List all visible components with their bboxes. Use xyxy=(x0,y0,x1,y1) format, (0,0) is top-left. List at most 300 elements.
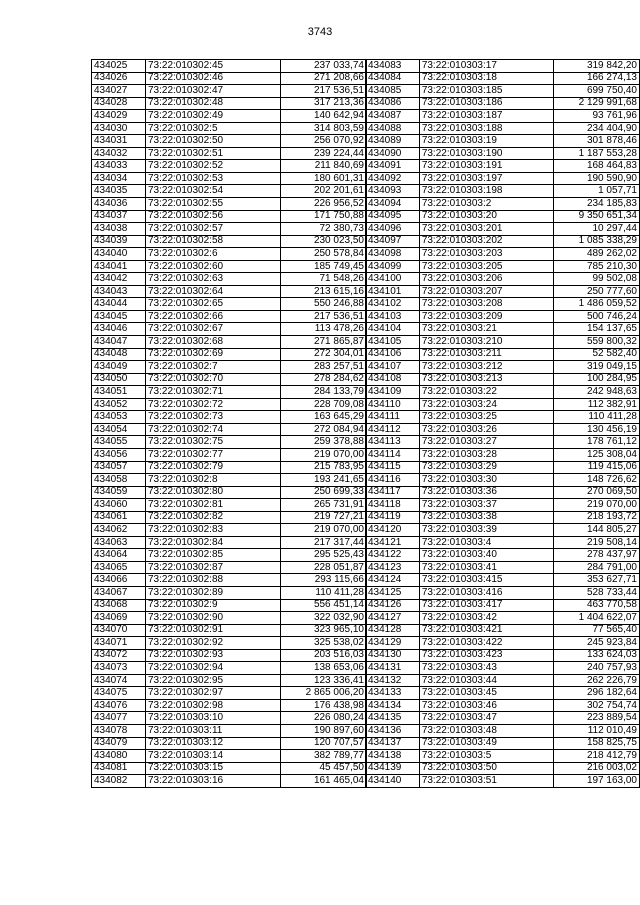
value-cell: 265 731,91 xyxy=(281,499,367,512)
cadastral-number-cell: 73:22:010303:10 xyxy=(146,712,281,725)
value-cell: 216 003,02 xyxy=(554,762,640,775)
table-row xyxy=(92,750,367,763)
row-number-cell: 434078 xyxy=(92,724,146,737)
value-cell: 528 733,44 xyxy=(554,586,640,599)
table-row xyxy=(366,561,640,574)
cadastral-number-cell: 73:22:010303:14 xyxy=(146,750,281,763)
table-row xyxy=(92,649,367,662)
value-cell: 234 185,83 xyxy=(554,198,640,211)
table-row xyxy=(366,499,640,512)
cadastral-number-cell: 73:22:010303:24 xyxy=(419,398,553,411)
cadastral-number-cell: 73:22:010303:211 xyxy=(419,348,553,361)
row-number-cell: 434094 xyxy=(366,198,420,211)
table-row xyxy=(366,386,640,399)
value-cell: 317 213,36 xyxy=(281,97,367,110)
value-cell: 228 051,87 xyxy=(281,561,367,574)
row-number-cell: 434059 xyxy=(92,486,146,499)
table-row xyxy=(92,524,367,537)
table-row xyxy=(366,649,640,662)
value-cell: 203 516,03 xyxy=(281,649,367,662)
table-row xyxy=(92,536,367,549)
value-cell: 93 761,96 xyxy=(554,110,640,123)
table-row xyxy=(92,160,367,173)
cadastral-number-cell: 73:22:010303:212 xyxy=(419,361,553,374)
row-number-cell: 434079 xyxy=(92,737,146,750)
cadastral-number-cell: 73:22:010302:45 xyxy=(146,60,281,73)
cadastral-number-cell: 73:22:010303:417 xyxy=(419,599,553,612)
value-cell: 123 336,41 xyxy=(281,674,367,687)
cadastral-number-cell: 73:22:010302:58 xyxy=(146,235,281,248)
table-row xyxy=(92,110,367,123)
cadastral-number-cell: 73:22:010303:22 xyxy=(419,386,553,399)
cadastral-number-cell: 73:22:010303:30 xyxy=(419,474,553,487)
cadastral-number-cell: 73:22:010303:40 xyxy=(419,549,553,562)
table-row xyxy=(92,348,367,361)
cadastral-number-cell: 73:22:010303:4 xyxy=(419,536,553,549)
value-cell: 500 746,24 xyxy=(554,310,640,323)
table-row xyxy=(366,122,640,135)
row-number-cell: 434102 xyxy=(366,298,420,311)
row-number-cell: 434127 xyxy=(366,612,420,625)
table-row xyxy=(366,687,640,700)
cadastral-number-cell: 73:22:010302:46 xyxy=(146,72,281,85)
cadastral-number-cell: 73:22:010303:16 xyxy=(146,775,281,788)
row-number-cell: 434064 xyxy=(92,549,146,562)
table-row xyxy=(366,260,640,273)
row-number-cell: 434032 xyxy=(92,147,146,160)
value-cell: 180 601,31 xyxy=(281,172,367,185)
table-row xyxy=(366,737,640,750)
row-number-cell: 434068 xyxy=(92,599,146,612)
row-number-cell: 434083 xyxy=(366,60,420,73)
row-number-cell: 434087 xyxy=(366,110,420,123)
value-cell: 256 070,92 xyxy=(281,135,367,148)
cadastral-number-cell: 73:22:010303:207 xyxy=(419,285,553,298)
cadastral-number-cell: 73:22:010303:50 xyxy=(419,762,553,775)
table-row xyxy=(92,386,367,399)
table-row xyxy=(366,361,640,374)
row-number-cell: 434046 xyxy=(92,323,146,336)
cadastral-number-cell: 73:22:010303:206 xyxy=(419,273,553,286)
value-cell: 2 865 006,20 xyxy=(281,687,367,700)
table-row xyxy=(92,85,367,98)
value-cell: 213 615,16 xyxy=(281,285,367,298)
value-cell: 219 070,00 xyxy=(281,448,367,461)
table-row xyxy=(366,172,640,185)
row-number-cell: 434057 xyxy=(92,461,146,474)
cadastral-number-cell: 73:22:010302:67 xyxy=(146,323,281,336)
row-number-cell: 434062 xyxy=(92,524,146,537)
value-cell: 271 865,87 xyxy=(281,336,367,349)
table-row xyxy=(92,712,367,725)
table-row xyxy=(366,298,640,311)
value-cell: 226 956,52 xyxy=(281,198,367,211)
table-row xyxy=(366,60,640,73)
row-number-cell: 434106 xyxy=(366,348,420,361)
table-row xyxy=(366,750,640,763)
value-cell: 130 456,19 xyxy=(554,423,640,436)
value-cell: 1 085 338,29 xyxy=(554,235,640,248)
row-number-cell: 434028 xyxy=(92,97,146,110)
value-cell: 785 210,30 xyxy=(554,260,640,273)
cadastral-number-cell: 73:22:010303:203 xyxy=(419,248,553,261)
value-cell: 278 284,62 xyxy=(281,373,367,386)
value-cell: 217 536,51 xyxy=(281,85,367,98)
row-number-cell: 434128 xyxy=(366,624,420,637)
table-row xyxy=(366,160,640,173)
row-number-cell: 434031 xyxy=(92,135,146,148)
value-cell: 158 825,75 xyxy=(554,737,640,750)
cadastral-number-cell: 73:22:010302:55 xyxy=(146,198,281,211)
row-number-cell: 434060 xyxy=(92,499,146,512)
table-row xyxy=(366,762,640,775)
table-row xyxy=(92,223,367,236)
row-number-cell: 434099 xyxy=(366,260,420,273)
table-row xyxy=(92,72,367,85)
row-number-cell: 434093 xyxy=(366,185,420,198)
row-number-cell: 434082 xyxy=(92,775,146,788)
value-cell: 72 380,73 xyxy=(281,223,367,236)
value-cell: 112 382,91 xyxy=(554,398,640,411)
cadastral-number-cell: 73:22:010302:9 xyxy=(146,599,281,612)
row-number-cell: 434115 xyxy=(366,461,420,474)
cadastral-number-cell: 73:22:010302:66 xyxy=(146,310,281,323)
table-row xyxy=(92,511,367,524)
value-cell: 120 707,57 xyxy=(281,737,367,750)
row-number-cell: 434086 xyxy=(366,97,420,110)
row-number-cell: 434120 xyxy=(366,524,420,537)
table-row xyxy=(366,536,640,549)
value-cell: 219 508,14 xyxy=(554,536,640,549)
value-cell: 271 208,66 xyxy=(281,72,367,85)
row-number-cell: 434081 xyxy=(92,762,146,775)
value-cell: 296 182,64 xyxy=(554,687,640,700)
table-row xyxy=(366,423,640,436)
table-row xyxy=(366,775,640,788)
row-number-cell: 434065 xyxy=(92,561,146,574)
cadastral-number-cell: 73:22:010302:54 xyxy=(146,185,281,198)
value-cell: 226 080,24 xyxy=(281,712,367,725)
cadastral-number-cell: 73:22:010302:63 xyxy=(146,273,281,286)
table-row xyxy=(92,135,367,148)
row-number-cell: 434133 xyxy=(366,687,420,700)
table-row xyxy=(366,198,640,211)
cadastral-number-cell: 73:22:010302:95 xyxy=(146,674,281,687)
value-cell: 218 193,72 xyxy=(554,511,640,524)
value-cell: 52 582,40 xyxy=(554,348,640,361)
row-number-cell: 434124 xyxy=(366,574,420,587)
row-number-cell: 434089 xyxy=(366,135,420,148)
table-row xyxy=(366,436,640,449)
row-number-cell: 434054 xyxy=(92,423,146,436)
cadastral-number-cell: 73:22:010302:47 xyxy=(146,85,281,98)
value-cell: 166 274,13 xyxy=(554,72,640,85)
table-row xyxy=(366,662,640,675)
value-cell: 190 590,90 xyxy=(554,172,640,185)
table-row xyxy=(92,586,367,599)
value-cell: 699 750,40 xyxy=(554,85,640,98)
cadastral-number-cell: 73:22:010303:185 xyxy=(419,85,553,98)
table-row xyxy=(92,461,367,474)
cadastral-number-cell: 73:22:010303:39 xyxy=(419,524,553,537)
row-number-cell: 434121 xyxy=(366,536,420,549)
table-row xyxy=(366,310,640,323)
row-number-cell: 434055 xyxy=(92,436,146,449)
cadastral-number-cell: 73:22:010303:186 xyxy=(419,97,553,110)
table-row xyxy=(92,97,367,110)
cadastral-number-cell: 73:22:010302:60 xyxy=(146,260,281,273)
table-row xyxy=(366,461,640,474)
value-cell: 197 163,00 xyxy=(554,775,640,788)
table-row xyxy=(366,712,640,725)
cadastral-number-cell: 73:22:010303:41 xyxy=(419,561,553,574)
value-cell: 144 805,27 xyxy=(554,524,640,537)
table-row xyxy=(366,210,640,223)
value-cell: 168 464,83 xyxy=(554,160,640,173)
row-number-cell: 434043 xyxy=(92,285,146,298)
cadastral-number-cell: 73:22:010302:70 xyxy=(146,373,281,386)
table-row xyxy=(366,612,640,625)
row-number-cell: 434027 xyxy=(92,85,146,98)
cadastral-number-cell: 73:22:010302:84 xyxy=(146,536,281,549)
table-row xyxy=(92,599,367,612)
table-row xyxy=(92,373,367,386)
row-number-cell: 434026 xyxy=(92,72,146,85)
row-number-cell: 434123 xyxy=(366,561,420,574)
table-row xyxy=(92,298,367,311)
table-row xyxy=(366,474,640,487)
row-number-cell: 434117 xyxy=(366,486,420,499)
register-table-right xyxy=(365,59,640,788)
table-row xyxy=(92,561,367,574)
table-row xyxy=(366,223,640,236)
row-number-cell: 434072 xyxy=(92,649,146,662)
table-row xyxy=(92,310,367,323)
row-number-cell: 434110 xyxy=(366,398,420,411)
row-number-cell: 434076 xyxy=(92,699,146,712)
value-cell: 119 415,06 xyxy=(554,461,640,474)
value-cell: 239 224,44 xyxy=(281,147,367,160)
value-cell: 133 624,03 xyxy=(554,649,640,662)
table-row xyxy=(366,185,640,198)
row-number-cell: 434049 xyxy=(92,361,146,374)
table-row xyxy=(92,147,367,160)
table-row xyxy=(92,436,367,449)
row-number-cell: 434069 xyxy=(92,612,146,625)
value-cell: 237 033,74 xyxy=(281,60,367,73)
row-number-cell: 434096 xyxy=(366,223,420,236)
cadastral-number-cell: 73:22:010303:18 xyxy=(419,72,553,85)
cadastral-number-cell: 73:22:010302:57 xyxy=(146,223,281,236)
cadastral-number-cell: 73:22:010302:8 xyxy=(146,474,281,487)
cadastral-number-cell: 73:22:010303:423 xyxy=(419,649,553,662)
value-cell: 284 133,79 xyxy=(281,386,367,399)
cadastral-number-cell: 73:22:010302:93 xyxy=(146,649,281,662)
value-cell: 314 803,59 xyxy=(281,122,367,135)
value-cell: 217 317,44 xyxy=(281,536,367,549)
table-row xyxy=(366,110,640,123)
row-number-cell: 434037 xyxy=(92,210,146,223)
table-row xyxy=(92,762,367,775)
cadastral-number-cell: 73:22:010303:422 xyxy=(419,637,553,650)
row-number-cell: 434108 xyxy=(366,373,420,386)
row-number-cell: 434139 xyxy=(366,762,420,775)
value-cell: 283 257,51 xyxy=(281,361,367,374)
table-row xyxy=(92,423,367,436)
cadastral-number-cell: 73:22:010303:5 xyxy=(419,750,553,763)
row-number-cell: 434119 xyxy=(366,511,420,524)
row-number-cell: 434113 xyxy=(366,436,420,449)
table-row xyxy=(92,612,367,625)
row-number-cell: 434080 xyxy=(92,750,146,763)
value-cell: 71 548,26 xyxy=(281,273,367,286)
row-number-cell: 434040 xyxy=(92,248,146,261)
value-cell: 100 284,95 xyxy=(554,373,640,386)
table-row xyxy=(92,273,367,286)
row-number-cell: 434061 xyxy=(92,511,146,524)
cadastral-number-cell: 73:22:010303:198 xyxy=(419,185,553,198)
value-cell: 489 262,02 xyxy=(554,248,640,261)
cadastral-number-cell: 73:22:010303:36 xyxy=(419,486,553,499)
cadastral-number-cell: 73:22:010302:79 xyxy=(146,461,281,474)
value-cell: 202 201,61 xyxy=(281,185,367,198)
cadastral-number-cell: 73:22:010303:27 xyxy=(419,436,553,449)
row-number-cell: 434107 xyxy=(366,361,420,374)
value-cell: 211 840,69 xyxy=(281,160,367,173)
table-row xyxy=(92,336,367,349)
cadastral-number-cell: 73:22:010302:88 xyxy=(146,574,281,587)
table-row xyxy=(92,185,367,198)
row-number-cell: 434041 xyxy=(92,260,146,273)
row-number-cell: 434029 xyxy=(92,110,146,123)
cadastral-number-cell: 73:22:010302:69 xyxy=(146,348,281,361)
value-cell: 302 754,74 xyxy=(554,699,640,712)
row-number-cell: 434131 xyxy=(366,662,420,675)
cadastral-number-cell: 73:22:010302:97 xyxy=(146,687,281,700)
cadastral-number-cell: 73:22:010303:21 xyxy=(419,323,553,336)
row-number-cell: 434135 xyxy=(366,712,420,725)
row-number-cell: 434091 xyxy=(366,160,420,173)
cadastral-number-cell: 73:22:010303:44 xyxy=(419,674,553,687)
row-number-cell: 434092 xyxy=(366,172,420,185)
cadastral-number-cell: 73:22:010303:197 xyxy=(419,172,553,185)
table-row xyxy=(92,172,367,185)
table-row xyxy=(92,260,367,273)
table-row xyxy=(92,699,367,712)
value-cell: 154 137,65 xyxy=(554,323,640,336)
row-number-cell: 434129 xyxy=(366,637,420,650)
row-number-cell: 434025 xyxy=(92,60,146,73)
cadastral-number-cell: 73:22:010302:72 xyxy=(146,398,281,411)
cadastral-number-cell: 73:22:010302:52 xyxy=(146,160,281,173)
value-cell: 284 791,00 xyxy=(554,561,640,574)
cadastral-number-cell: 73:22:010303:37 xyxy=(419,499,553,512)
cadastral-number-cell: 73:22:010302:92 xyxy=(146,637,281,650)
cadastral-number-cell: 73:22:010302:77 xyxy=(146,448,281,461)
cadastral-number-cell: 73:22:010302:85 xyxy=(146,549,281,562)
cadastral-number-cell: 73:22:010303:12 xyxy=(146,737,281,750)
value-cell: 110 411,28 xyxy=(554,411,640,424)
table-row xyxy=(366,147,640,160)
cadastral-number-cell: 73:22:010303:49 xyxy=(419,737,553,750)
cadastral-number-cell: 73:22:010303:38 xyxy=(419,511,553,524)
row-number-cell: 434103 xyxy=(366,310,420,323)
value-cell: 219 070,00 xyxy=(281,524,367,537)
value-cell: 2 129 991,68 xyxy=(554,97,640,110)
cadastral-number-cell: 73:22:010302:65 xyxy=(146,298,281,311)
row-number-cell: 434048 xyxy=(92,348,146,361)
table-row xyxy=(366,599,640,612)
value-cell: 259 378,88 xyxy=(281,436,367,449)
row-number-cell: 434044 xyxy=(92,298,146,311)
value-cell: 272 304,01 xyxy=(281,348,367,361)
row-number-cell: 434105 xyxy=(366,336,420,349)
value-cell: 125 308,04 xyxy=(554,448,640,461)
cadastral-number-cell: 73:22:010303:28 xyxy=(419,448,553,461)
value-cell: 559 800,32 xyxy=(554,336,640,349)
row-number-cell: 434033 xyxy=(92,160,146,173)
value-cell: 234 404,90 xyxy=(554,122,640,135)
table-row xyxy=(92,235,367,248)
table-row xyxy=(92,361,367,374)
table-row xyxy=(92,662,367,675)
value-cell: 1 057,71 xyxy=(554,185,640,198)
value-cell: 230 023,50 xyxy=(281,235,367,248)
value-cell: 550 246,88 xyxy=(281,298,367,311)
cadastral-number-cell: 73:22:010302:7 xyxy=(146,361,281,374)
value-cell: 185 749,45 xyxy=(281,260,367,273)
value-cell: 217 536,51 xyxy=(281,310,367,323)
cadastral-number-cell: 73:22:010302:89 xyxy=(146,586,281,599)
row-number-cell: 434073 xyxy=(92,662,146,675)
value-cell: 99 502,08 xyxy=(554,273,640,286)
table-row xyxy=(366,486,640,499)
value-cell: 301 878,46 xyxy=(554,135,640,148)
value-cell: 556 451,14 xyxy=(281,599,367,612)
row-number-cell: 434039 xyxy=(92,235,146,248)
cadastral-number-cell: 73:22:010302:49 xyxy=(146,110,281,123)
table-row xyxy=(366,699,640,712)
cadastral-number-cell: 73:22:010303:187 xyxy=(419,110,553,123)
row-number-cell: 434071 xyxy=(92,637,146,650)
table-row xyxy=(92,574,367,587)
row-number-cell: 434085 xyxy=(366,85,420,98)
cadastral-number-cell: 73:22:010303:210 xyxy=(419,336,553,349)
cadastral-number-cell: 73:22:010303:48 xyxy=(419,724,553,737)
row-number-cell: 434122 xyxy=(366,549,420,562)
value-cell: 319 842,20 xyxy=(554,60,640,73)
value-cell: 1 187 553,28 xyxy=(554,147,640,160)
value-cell: 272 084,94 xyxy=(281,423,367,436)
table-row xyxy=(366,323,640,336)
cadastral-number-cell: 73:22:010302:71 xyxy=(146,386,281,399)
cadastral-number-cell: 73:22:010302:94 xyxy=(146,662,281,675)
value-cell: 110 411,28 xyxy=(281,586,367,599)
row-number-cell: 434097 xyxy=(366,235,420,248)
cadastral-number-cell: 73:22:010302:98 xyxy=(146,699,281,712)
cadastral-number-cell: 73:22:010302:91 xyxy=(146,624,281,637)
table-row xyxy=(366,273,640,286)
cadastral-number-cell: 73:22:010303:25 xyxy=(419,411,553,424)
table-row xyxy=(92,323,367,336)
page-number: 3743 xyxy=(307,26,333,38)
value-cell: 218 412,79 xyxy=(554,750,640,763)
value-cell: 463 770,58 xyxy=(554,599,640,612)
table-row xyxy=(366,586,640,599)
table-row xyxy=(92,122,367,135)
row-number-cell: 434053 xyxy=(92,411,146,424)
value-cell: 193 241,65 xyxy=(281,474,367,487)
